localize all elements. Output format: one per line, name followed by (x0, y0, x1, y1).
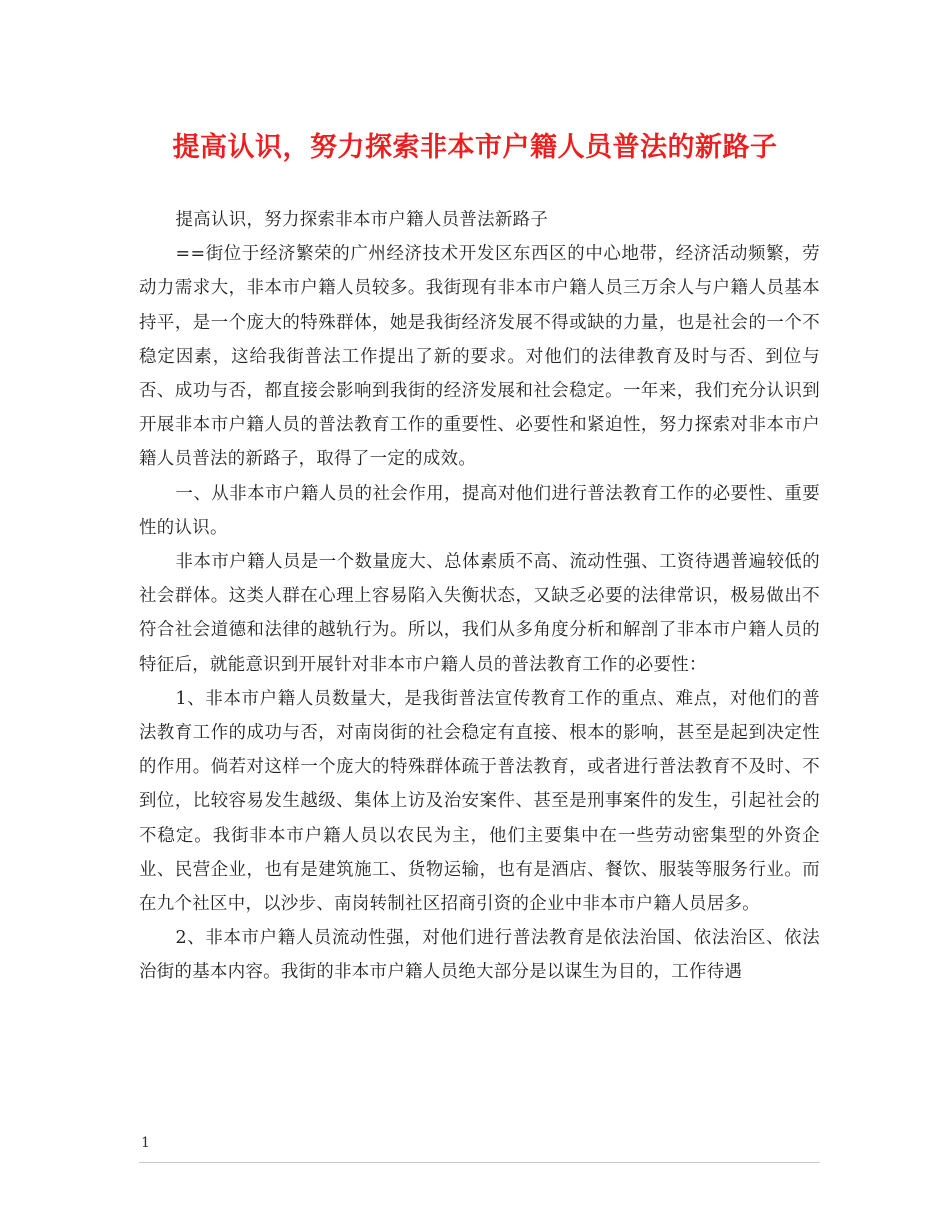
paragraph-group-characteristics: 非本市户籍人员是一个数量庞大、总体素质不高、流动性强、工资待遇普遍较低的社会群体。这类人群在心理上容易陷入失衡状态，又缺乏必要的法律常识，极易做出不符合社会道德和法律的越轨行为。所以，我们从多角度分析和解剖了非本市户籍人员的特征后，就能意识到开展针对非本市户籍人员的普法教育工作的必要性： (139, 552, 820, 675)
document-body (139, 203, 820, 990)
paragraph-subtitle: 提高认识，努力探索非本市户籍人员普法新路子 (175, 210, 549, 230)
page-number: 1 (141, 1135, 150, 1151)
paragraph-point-two: 2、非本市户籍人员流动性强，对他们进行普法教育是依法治国、依法治区、依法治街的基本内容。我街的非本市户籍人员绝大部分是以谋生为目的，工作待遇 (139, 928, 820, 983)
paragraph-section-one-heading: 一、从非本市户籍人员的社会作用，提高对他们进行普法教育工作的必要性、重要性的认识。 (139, 483, 820, 538)
paragraph-intro: ==街位于经济繁荣的广州经济技术开发区东西区的中心地带，经济活动频繁，劳动力需求大，非本市户籍人员较多。我街现有非本市户籍人员三万余人与户籍人员基本持平，是一个庞大的特殊群体，她是我街经济发展不得或缺的力量，也是社会的一个不稳定因素，这给我街普法工作提出了新的要求。对他们的法律教育及时与否、到位与否、成功与否，都直接会影响到我街的经济发展和社会稳定。一年来，我们充分认识到开展非本市户籍人员的普法教育工作的重要性、必要性和紧迫性，努力探索对非本市户籍人员普法的新路子，取得了一定的成效。 (139, 244, 820, 470)
paragraph-point-one: 1、非本市户籍人员数量大，是我街普法宣传教育工作的重点、难点，对他们的普法教育工作的成功与否，对南岗街的社会稳定有直接、根本的影响，甚至是起到决定性的作用。倘若对这样一个庞大的特殊群体疏于普法教育，或者进行普法教育不及时、不到位，比较容易发生越级、集体上访及治安案件、甚至是刑事案件的发生，引起社会的不稳定。我街非本市户籍人员以农民为主，他们主要集中在一些劳动密集型的外资企业、民营企业，也有是建筑施工、货物运输，也有是酒店、餐饮、服装等服务行业。而在九个社区中，以沙步、南岗转制社区招商引资的企业中非本市户籍人员居多。 (139, 688, 820, 915)
document-title: 提高认识，努力探索非本市户籍人员普法的新路子 (172, 132, 778, 163)
footer-rule (139, 1162, 820, 1163)
